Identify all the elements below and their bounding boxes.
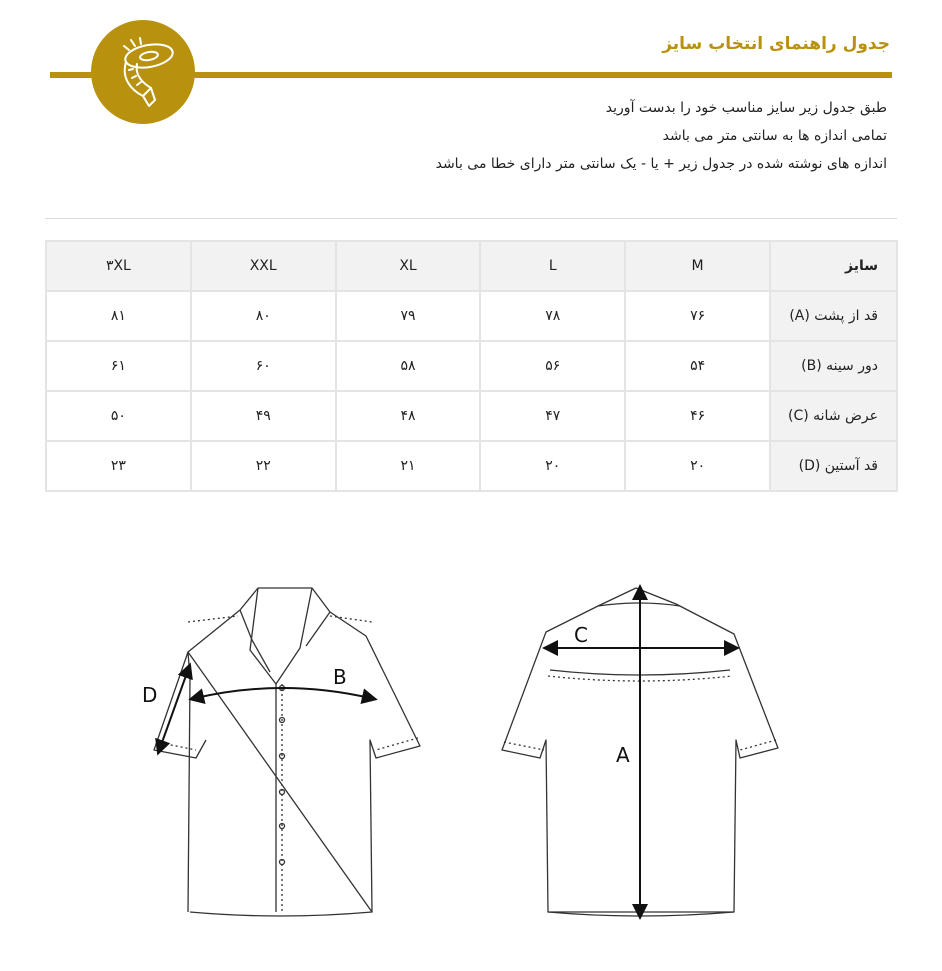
table-cell: ۲۰ xyxy=(625,441,770,491)
row-label: عرض شانه (C) xyxy=(770,391,897,441)
table-cell: ۸۰ xyxy=(191,291,336,341)
row-label: قد از پشت (A) xyxy=(770,291,897,341)
intro-line: تمامی اندازه ها به سانتی متر می باشد xyxy=(662,128,887,144)
row-label: قد آستین (D) xyxy=(770,441,897,491)
table-row xyxy=(46,391,897,441)
label-c: C xyxy=(574,623,588,647)
table-cell: ۵۸ xyxy=(336,341,481,391)
table-cell: ۲۰ xyxy=(480,441,625,491)
table-cell: ۷۹ xyxy=(336,291,481,341)
size-header: L xyxy=(480,241,625,291)
table-cell: ۶۰ xyxy=(191,341,336,391)
table-cell: ۴۶ xyxy=(625,391,770,441)
table-cell: ۴۹ xyxy=(191,391,336,441)
size-header: M xyxy=(625,241,770,291)
shirt-measurement-diagram xyxy=(0,560,942,960)
label-a: A xyxy=(616,743,630,767)
table-cell: ۷۶ xyxy=(625,291,770,341)
table-cell: ۲۲ xyxy=(191,441,336,491)
table-cell: ۴۷ xyxy=(480,391,625,441)
size-header: XXL xyxy=(191,241,336,291)
intro-notes xyxy=(436,94,887,178)
front-shirt-drawing xyxy=(154,588,420,916)
measuring-tape-icon xyxy=(91,20,195,124)
intro-line: اندازه های نوشته شده در جدول زیر + یا - یک سانتی متر دارای خطا می باشد xyxy=(435,156,887,172)
corner-header: سایز xyxy=(770,241,897,291)
size-table xyxy=(45,240,898,492)
table-cell: ۸۱ xyxy=(46,291,191,341)
table-cell: ۵۴ xyxy=(625,341,770,391)
table-cell: ۶۱ xyxy=(46,341,191,391)
table-row xyxy=(46,341,897,391)
label-d: D xyxy=(142,683,158,707)
table-cell: ۲۱ xyxy=(336,441,481,491)
row-label: دور سینه (B) xyxy=(770,341,897,391)
table-cell: ۵۰ xyxy=(46,391,191,441)
table-cell: ۲۳ xyxy=(46,441,191,491)
label-b: B xyxy=(333,665,347,689)
size-header: XL xyxy=(336,241,481,291)
table-cell: ۷۸ xyxy=(480,291,625,341)
intro-line: طبق جدول زیر سایز مناسب خود را بدست آورید xyxy=(605,100,887,116)
table-row xyxy=(46,441,897,491)
table-cell: ۵۶ xyxy=(480,341,625,391)
page-title: جدول راهنمای انتخاب سایز xyxy=(662,34,890,54)
table-header-row xyxy=(46,241,897,291)
section-divider xyxy=(45,218,897,219)
table-cell: ۴۸ xyxy=(336,391,481,441)
table-row xyxy=(46,291,897,341)
size-header: ۳XL xyxy=(46,241,191,291)
